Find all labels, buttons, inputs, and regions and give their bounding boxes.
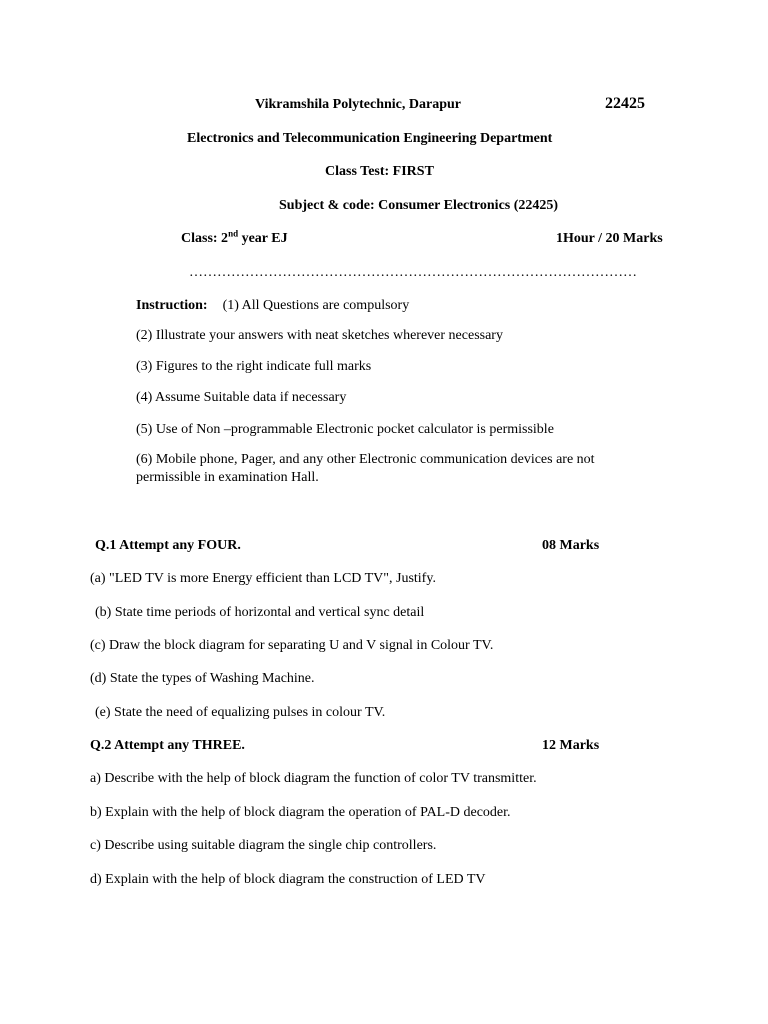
header-divider: …………………………………………………………………………………… xyxy=(189,265,637,280)
class-prefix: Class: 2 xyxy=(181,231,229,246)
instruction-item: (6) Mobile phone, Pager, and any other Electronic communication devices are not permissible in examination Hall. xyxy=(136,452,595,485)
institute-name: Vikramshila Polytechnic, Darapur xyxy=(255,97,461,112)
q2-item-c: c) Describe using suitable diagram the single chip controllers. xyxy=(90,838,437,853)
q1-item-a: (a) "LED TV is more Energy efficient than LCD TV", Justify. xyxy=(90,571,436,586)
instruction-line-1 xyxy=(136,297,409,315)
q2-marks: 12 Marks xyxy=(542,738,600,753)
q1-item-b: (b) State time periods of horizontal and vertical sync detail xyxy=(95,605,425,620)
test-title: Class Test: FIRST xyxy=(325,164,434,179)
instruction-item: (3) Figures to the right indicate full marks xyxy=(136,359,372,374)
q2-item-a: a) Describe with the help of block diagram the function of color TV transmitter. xyxy=(90,771,537,786)
subject-line: Subject & code: Consumer Electronics (22425) xyxy=(279,198,559,213)
q1-marks: 08 Marks xyxy=(542,538,600,553)
instruction-label: Instruction: xyxy=(136,298,208,313)
duration-marks: 1Hour / 20 Marks xyxy=(556,231,663,246)
q1-title: Q.1 Attempt any FOUR. xyxy=(95,538,241,553)
q1-item-c: (c) Draw the block diagram for separating U and V signal in Colour TV. xyxy=(90,638,494,653)
q1-item-d: (d) State the types of Washing Machine. xyxy=(90,671,315,686)
department-name: Electronics and Telecommunication Engineering Department xyxy=(187,131,553,146)
instruction-item: (1) All Questions are compulsory xyxy=(222,298,410,313)
q2-title: Q.2 Attempt any THREE. xyxy=(90,738,245,753)
instruction-item: (4) Assume Suitable data if necessary xyxy=(136,390,347,405)
instruction-item: (2) Illustrate your answers with neat sketches wherever necessary xyxy=(136,328,503,343)
class-suffix: year EJ xyxy=(238,231,288,246)
subject-code: 22425 xyxy=(605,95,645,112)
q2-item-d: d) Explain with the help of block diagram the construction of LED TV xyxy=(90,872,486,887)
instruction-item: (5) Use of Non –programmable Electronic pocket calculator is permissible xyxy=(136,422,554,437)
class-ordinal: nd xyxy=(228,228,239,239)
q2-item-b: b) Explain with the help of block diagram the operation of PAL-D decoder. xyxy=(90,805,511,820)
class-line xyxy=(181,230,288,248)
q1-item-e: (e) State the need of equalizing pulses in colour TV. xyxy=(95,705,386,720)
